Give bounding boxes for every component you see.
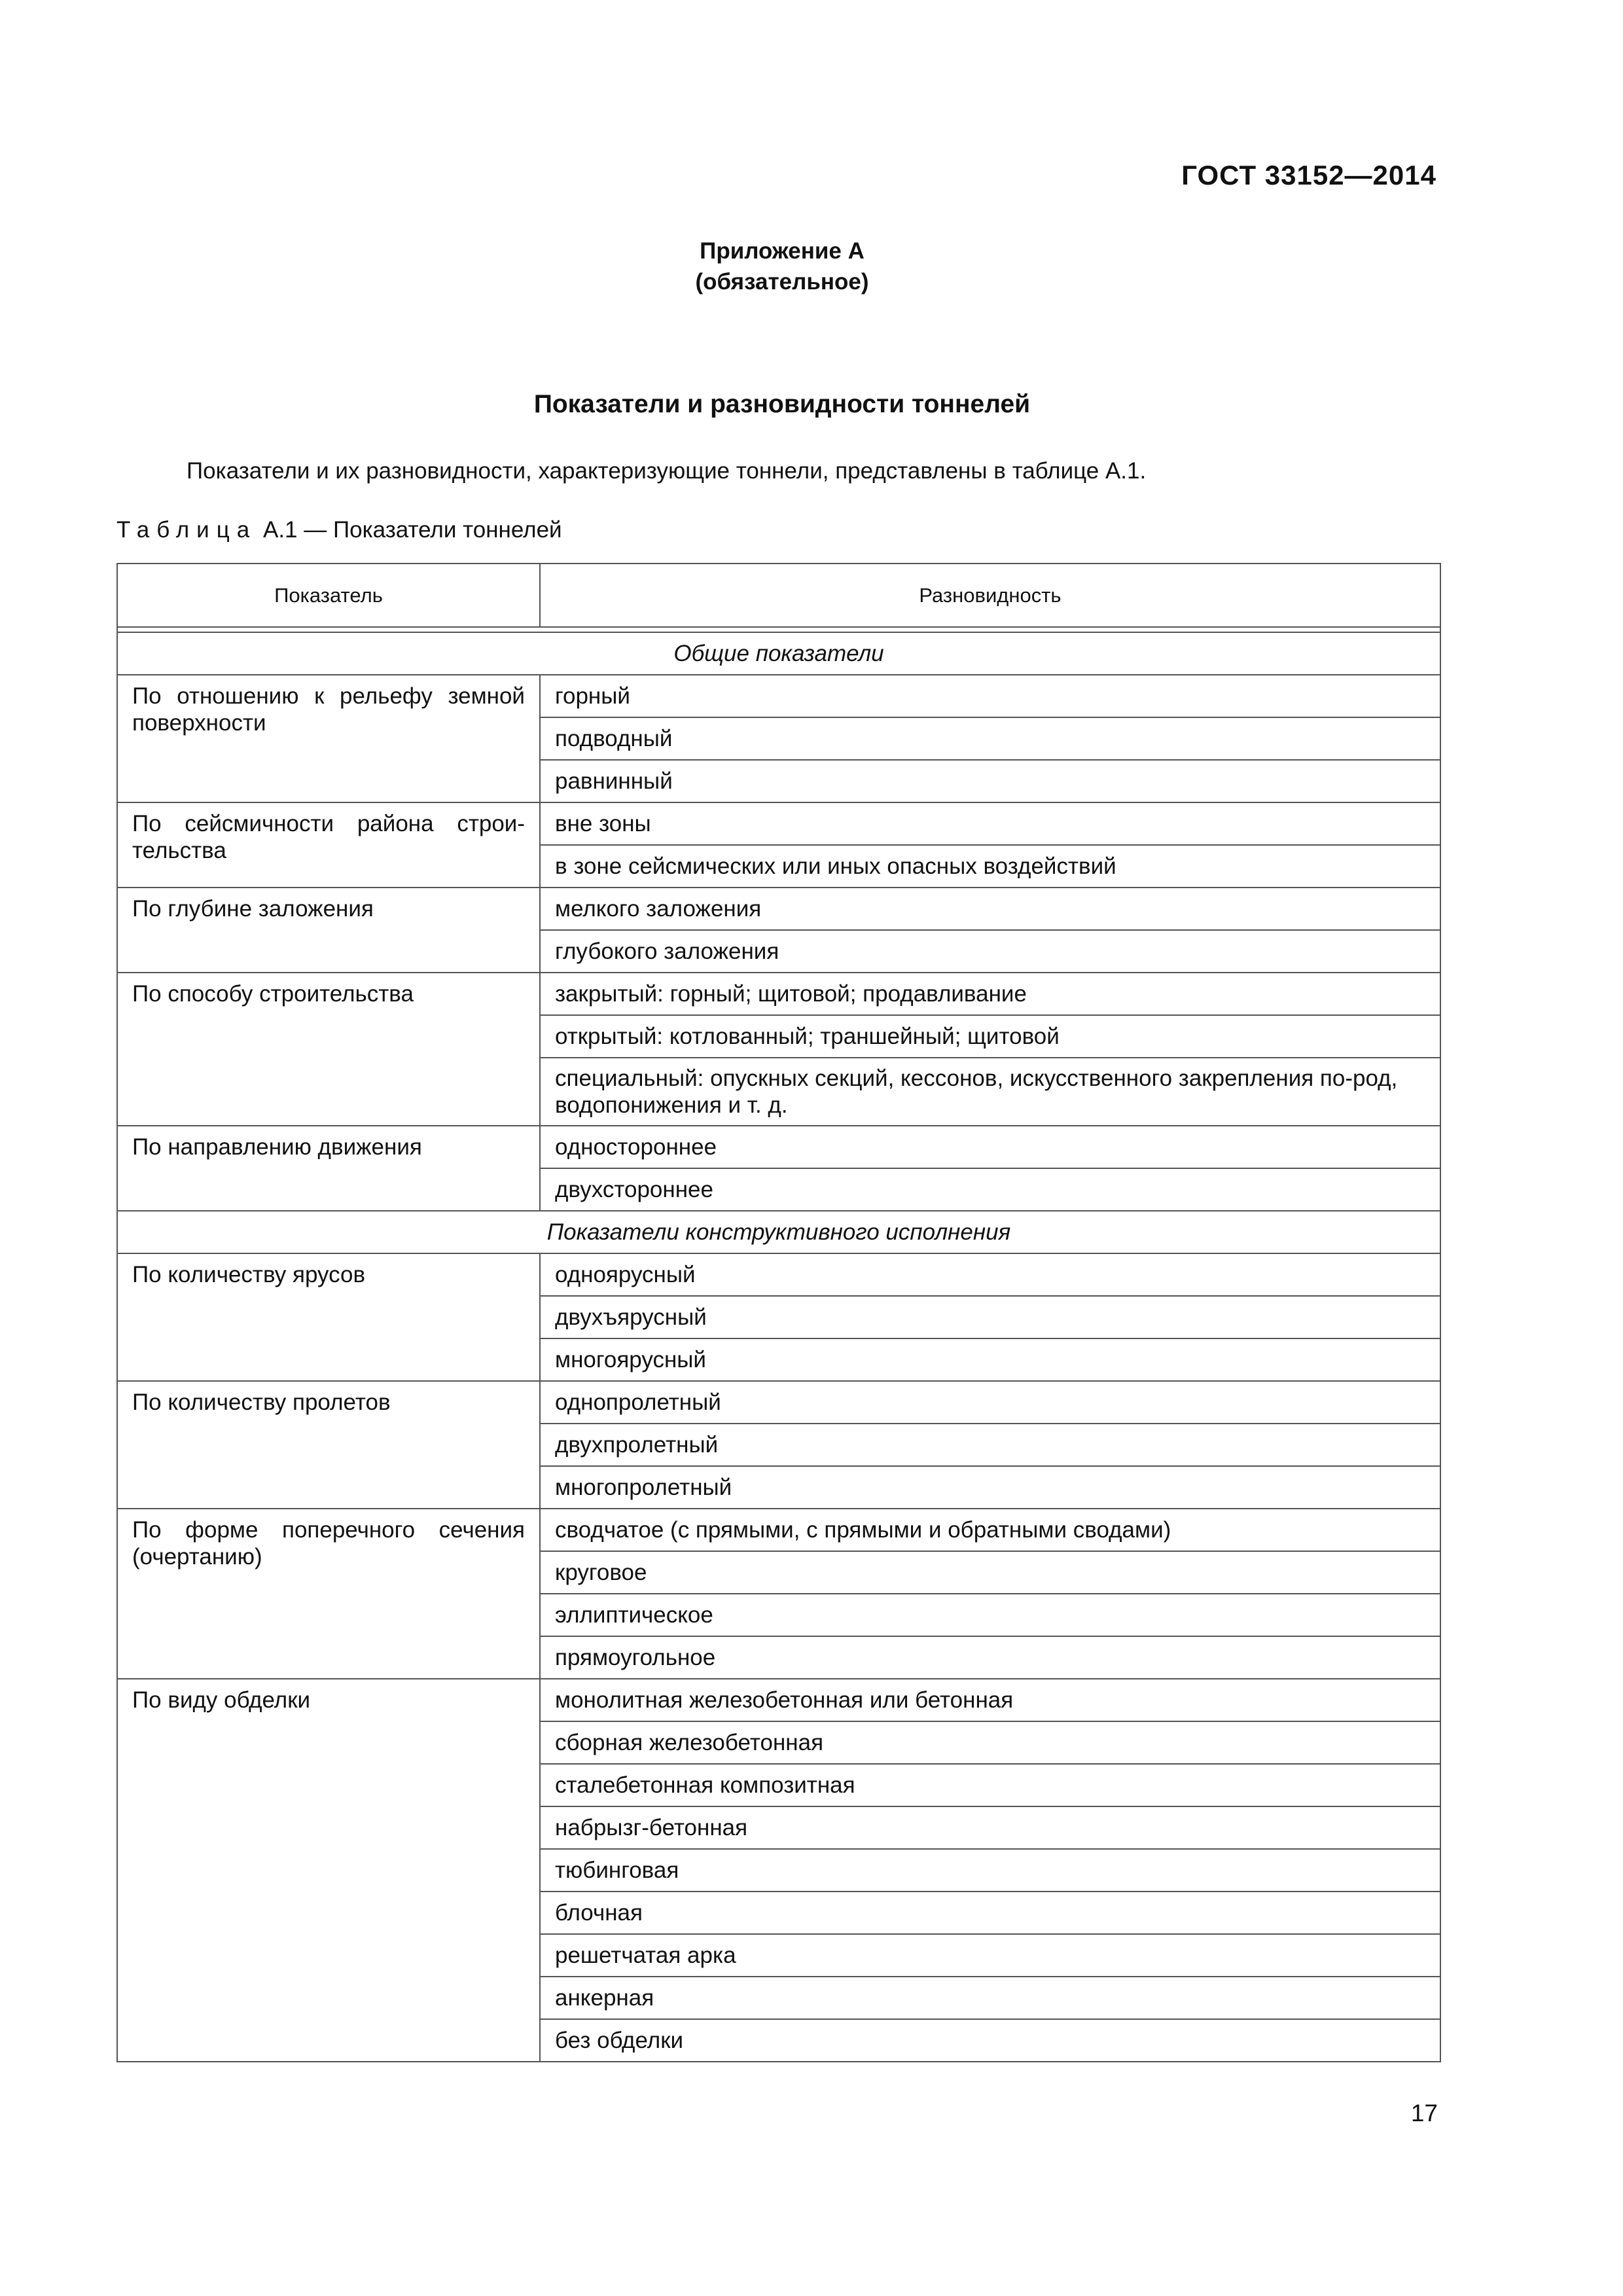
table-row (117, 675, 1440, 717)
indicator-cell: По форме поперечного сечения (очертанию) (117, 1509, 540, 1679)
standard-code: ГОСТ 33152—2014 (1181, 160, 1436, 190)
indicator-cell: По глубине заложения (117, 888, 540, 973)
variety-cell: монолитная железобетонная или бетонная (540, 1679, 1440, 1721)
indicator-cell: По количеству пролетов (117, 1381, 540, 1509)
section-row (117, 632, 1440, 675)
variety-cell: сводчатое (с прямыми, с прямыми и обратными сводами) (540, 1509, 1440, 1551)
indicator-cell: По способу строительства (117, 973, 540, 1126)
variety-cell: решетчатая арка (540, 1934, 1440, 1977)
variety-cell: сталебетонная композитная (540, 1764, 1440, 1806)
table-row (117, 1381, 1440, 1424)
variety-cell: закрытый: горный; щитовой; продавливание (540, 973, 1440, 1015)
variety-cell: открытый: котлованный; траншейный; щитовой (540, 1015, 1440, 1058)
variety-cell: мелкого заложения (540, 888, 1440, 930)
variety-cell: подводный (540, 717, 1440, 760)
variety-cell: двухстороннее (540, 1168, 1440, 1211)
variety-cell: прямоугольное (540, 1636, 1440, 1679)
variety-cell: одноярусный (540, 1253, 1440, 1296)
page-number: 17 (1410, 2100, 1438, 2126)
table-caption-rest: А.1 — Показатели тоннелей (262, 517, 562, 543)
variety-cell: круговое (540, 1551, 1440, 1594)
variety-cell: в зоне сейсмических или иных опасных воздействий (540, 845, 1440, 888)
table-row (117, 1509, 1440, 1551)
variety-cell: глубокого заложения (540, 930, 1440, 973)
intro-paragraph: Показатели и их разновидности, характеризующие тоннели, представлены в таблице А.1. (187, 458, 1147, 484)
variety-cell: вне зоны (540, 802, 1440, 845)
indicators-table (116, 563, 1441, 2062)
table-row (117, 888, 1440, 930)
table-caption (116, 517, 562, 543)
indicator-cell: По количеству ярусов (117, 1253, 540, 1381)
table-row (117, 1253, 1440, 1296)
appendix-heading (0, 236, 1564, 297)
section-title: Показатели и разновидности тоннелей (533, 390, 1031, 418)
variety-cell: многопролетный (540, 1466, 1440, 1509)
table-row (117, 802, 1440, 845)
variety-cell: эллиптическое (540, 1594, 1440, 1636)
variety-cell: без обделки (540, 2019, 1440, 2062)
variety-cell: однопролетный (540, 1381, 1440, 1424)
variety-cell: набрызг-бетонная (540, 1806, 1440, 1849)
table-header-row (117, 564, 1440, 627)
variety-cell: сборная железобетонная (540, 1721, 1440, 1764)
variety-cell: двухъярусный (540, 1296, 1440, 1338)
variety-cell: тюбинговая (540, 1849, 1440, 1892)
header-variety: Разновидность (540, 564, 1440, 627)
indicator-cell: По направлению движения (117, 1126, 540, 1211)
appendix-title: Приложение А (700, 238, 865, 264)
table-row (117, 1679, 1440, 1721)
variety-cell: двухпролетный (540, 1424, 1440, 1466)
variety-cell: одностороннее (540, 1126, 1440, 1168)
indicator-cell: По отношению к рельефу земной поверхности (117, 675, 540, 802)
section-title-cell: Показатели конструктивного исполнения (117, 1211, 1440, 1253)
table-caption-prefix: Таблица (116, 517, 257, 543)
table-row (117, 973, 1440, 1015)
indicator-cell: По сейсмичности района строи-тельства (117, 802, 540, 888)
variety-cell: блочная (540, 1892, 1440, 1934)
section-title-cell: Общие показатели (117, 632, 1440, 675)
table-row (117, 1126, 1440, 1168)
variety-cell: специальный: опускных секций, кессонов, искусственного закрепления по-род, водопонижения и т. д. (540, 1058, 1440, 1126)
table-body (117, 627, 1440, 2062)
section-row (117, 1211, 1440, 1253)
header-gap-row (117, 627, 1440, 632)
variety-cell: равнинный (540, 760, 1440, 802)
header-indicator: Показатель (117, 564, 540, 627)
variety-cell: горный (540, 675, 1440, 717)
variety-cell: многоярусный (540, 1338, 1440, 1381)
variety-cell: анкерная (540, 1977, 1440, 2019)
appendix-status: (обязательное) (695, 269, 869, 295)
indicator-cell: По виду обделки (117, 1679, 540, 2062)
